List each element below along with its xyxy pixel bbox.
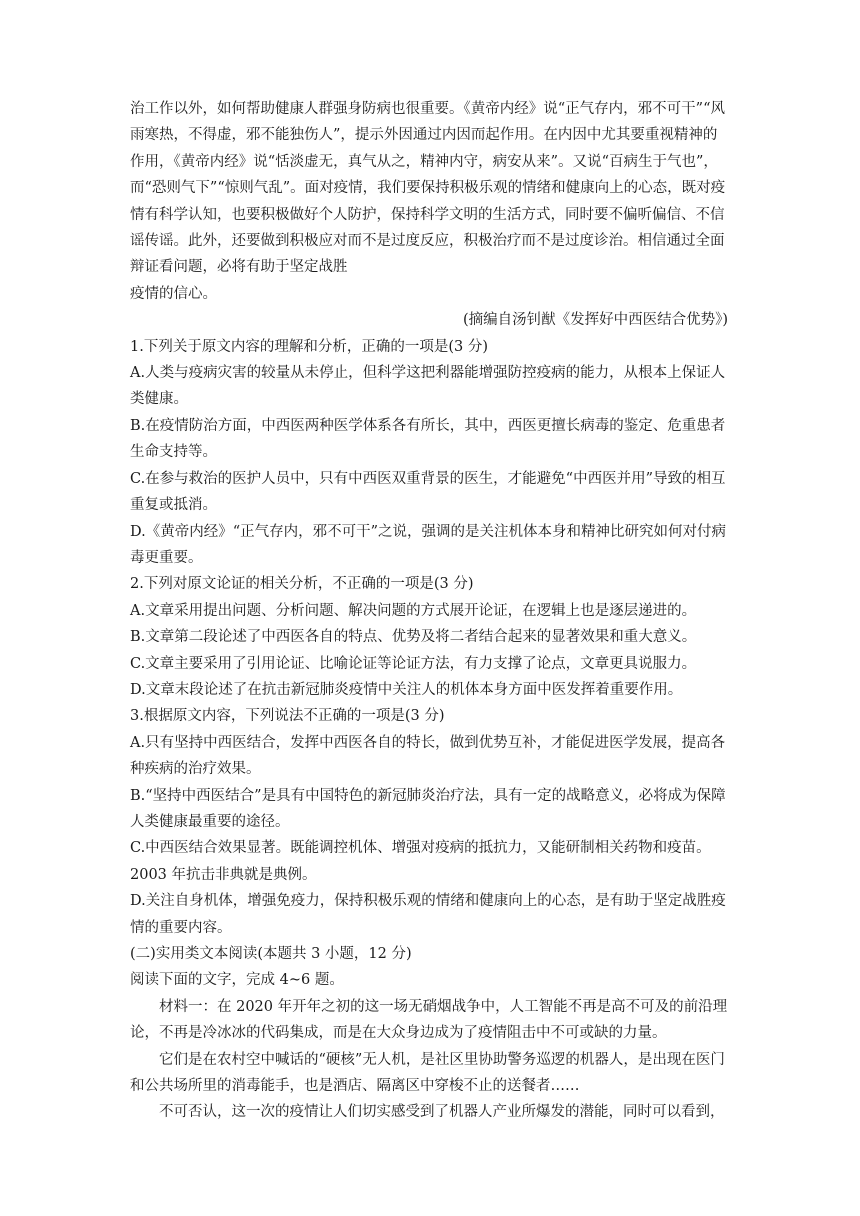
option-a: A.人类与疫病灾害的较量从未停止，但科学这把利器能增强防控疫病的能力，从根本上保证人类健康。 [130, 365, 726, 408]
question-2 [130, 571, 730, 703]
option-c: C.中西医结合效果显著。既能调控机体、增强对疫病的抵抗力，又能研制相关药物和疫苗。2003 年抗击非典就是典例。 [130, 840, 711, 883]
option-b: B.文章第二段论述了中西医各自的特点、优势及将二者结合起来的显著效果和重大意义。 [130, 629, 697, 646]
question-3 [130, 703, 730, 941]
option-d: D.文章末段论述了在抗击新冠肺炎疫情中关注人的机体本身方面中医发挥着重要作用。 [130, 681, 683, 698]
exam-page [130, 96, 730, 1126]
passage-paragraph: 治工作以外，如何帮助健康人群强身防病也很重要。《黄帝内经》说“正气存内，邪不可干”“风雨寒热，不得虚，邪不能独伤人”，提示外因通过内因而起作用。在内因中尤其要重视精神的作用，《黄帝内经》说“恬淡虚无，真气从之，精神内守，病安从来”。又说“百病生于气也”，而“恐则气下”“惊则气乱”。面对疫情，我们要保持积极乐观的情绪和健康向上的心态，既对疫情有科学认知，也要积极做好个人防护，保持科学文明的生活方式，同时要不偏听偏信、不信谣传谣。此外，还要做到积极应对而不是过度反应，积极治疗而不是过度诊治。相信通过全面辩证看问题，必将有助于坚定战胜 [130, 101, 726, 276]
section-title: (二)实用类文本阅读(本题共 3 小题，12 分) [130, 946, 412, 962]
material-paragraph: 它们是在农村空中喊话的“硬核”无人机，是社区里协助警务巡逻的机器人，是出现在医门和公共场所里的消毒能手，也是酒店、隔离区中穿梭不止的送餐者…… [130, 1051, 725, 1095]
option-c: C.文章主要采用了引用论证、比喻论证等论证方法，有力支撑了论点，文章更具说服力。 [130, 655, 697, 672]
option-a: A.文章采用提出问题、分析问题、解决问题的方式展开论证，在逻辑上也是逐层递进的。 [130, 602, 697, 619]
material-paragraph: 材料一：在 2020 年开年之初的这一场无硝烟战争中，人工智能不再是高不可及的前沿理论，不再是冷冰冰的代码集成，而是在大众身边成为了疫情阻击中不可或缺的力量。 [130, 998, 728, 1042]
question-stem: 3.根据原文内容，下列说法不正确的一项是(3 分) [130, 708, 445, 725]
option-a: A.只有坚持中西医结合，发挥中西医各自的特长，做到优势互补，才能促进医学发展，提高各种疾病的治疗效果。 [130, 734, 726, 778]
source-citation: (摘编自汤钊猷《发挥好中西医结合优势》) [462, 312, 728, 329]
material-paragraph: 不可否认，这一次的疫情让人们切实感受到了机器人产业所爆发的潜能，同时可以看到， [159, 1104, 725, 1121]
option-b: B.在疫情防治方面，中西医两种医学体系各有所长，其中，西医更擅长病毒的鉴定、危重患者生命支持等。 [130, 417, 726, 461]
reading-instruction: 阅读下面的文字，完成 4~6 题。 [130, 972, 344, 989]
question-1 [130, 334, 730, 572]
option-d: D.《黄帝内经》“正气存内，邪不可干”之说，强调的是关注机体本身和精神比研究如何对付病毒更重要。 [130, 523, 727, 566]
option-d: D.关注自身机体，增强免疫力，保持积极乐观的情绪和健康向上的心态，是有助于坚定战胜疫情的重要内容。 [130, 893, 726, 936]
question-stem: 2.下列对原文论证的相关分析，不正确的一项是(3 分) [130, 576, 474, 593]
option-b: B.“坚持中西医结合”是具有中国特色的新冠肺炎治疗法，具有一定的战略意义，必将成为保障人类健康最重要的途径。 [130, 787, 726, 830]
passage-paragraph-end: 疫情的信心。 [130, 285, 217, 302]
option-c: C.在参与救治的医护人员中，只有中西医双重背景的医生，才能避免“中西医并用”导致的相互重复或抵消。 [130, 470, 726, 514]
question-stem: 1.下列关于原文内容的理解和分析，正确的一项是(3 分) [130, 338, 488, 355]
